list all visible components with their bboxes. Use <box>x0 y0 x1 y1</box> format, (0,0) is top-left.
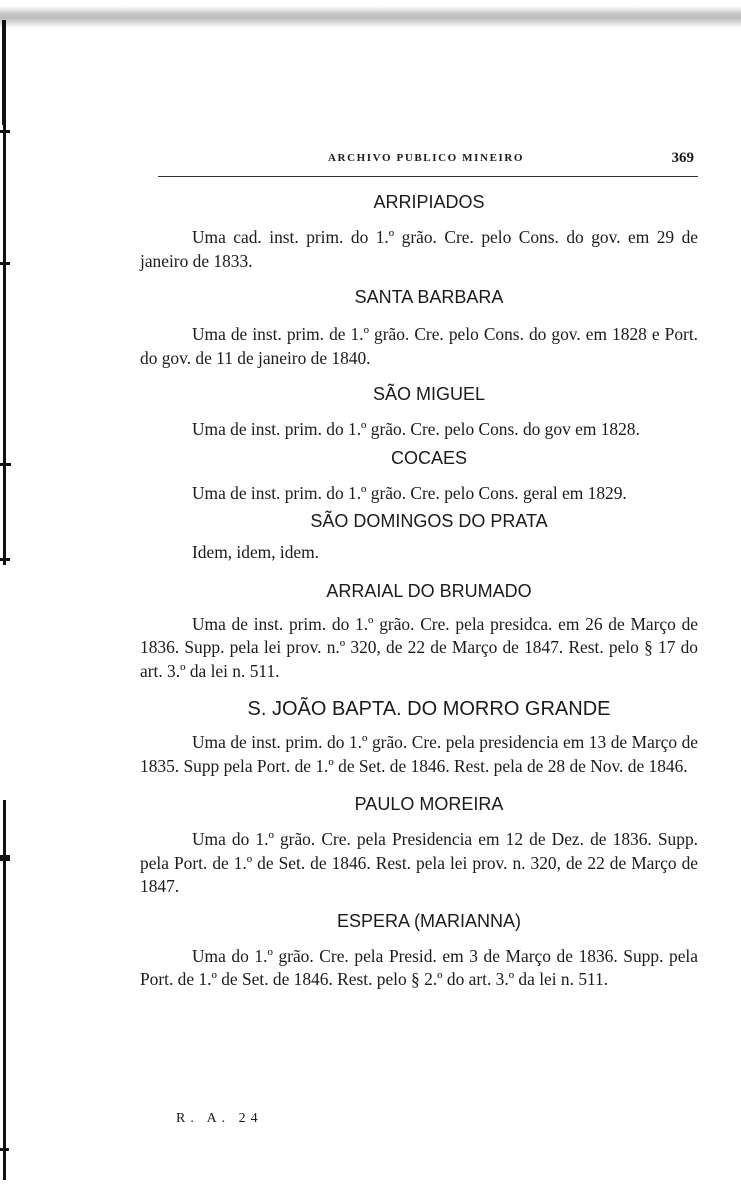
entry-sao-joao-bapta-do-morro-grande <box>140 697 698 778</box>
entry-title: COCAES <box>390 447 468 468</box>
running-title: ARCHIVO PUBLICO MINEIRO <box>328 152 525 164</box>
entry-santa-barbara <box>140 285 698 370</box>
edge-mark <box>0 463 11 466</box>
edge-mark <box>0 1148 9 1151</box>
entry-arripiados <box>140 190 698 273</box>
entry-sao-domingos-do-prata <box>140 509 698 565</box>
entry-title: SÃO MIGUEL <box>372 384 486 404</box>
entry-sao-miguel <box>140 382 698 442</box>
entry-espera-marianna <box>140 909 698 992</box>
entry-text: Uma de inst. prim. do 1.º grão. Cre. pelo Cons. geral em 1829. <box>192 482 627 503</box>
entries <box>140 188 698 992</box>
entry-paulo-moreira <box>140 792 698 899</box>
scan-edge-smear <box>0 6 741 28</box>
signature-mark: R. A. 24 <box>176 1111 263 1126</box>
entry-text: Uma cad. inst. prim. do 1.º grão. Cre. pelo Cons. do gov. em 29 de janeiro de 1833. <box>140 227 698 271</box>
entry-title: ARRAIAL DO BRUMADO <box>326 580 532 601</box>
edge-mark <box>0 130 10 133</box>
header-rule <box>158 176 698 177</box>
entry-cocaes <box>140 446 698 506</box>
entry-title: SANTA BARBARA <box>354 287 504 307</box>
entry-title: S. JOÃO BAPTA. DO MORRO GRANDE <box>247 698 611 720</box>
page-number: 369 <box>671 150 694 166</box>
edge-mark <box>0 558 10 561</box>
scan-left-edge <box>0 0 12 1190</box>
entry-title: PAULO MOREIRA <box>354 794 504 814</box>
edge-mark <box>2 20 6 125</box>
edge-mark <box>3 125 6 565</box>
entry-title: ARRIPIADOS <box>373 192 485 212</box>
entry-title: ESPERA (MARIANNA) <box>336 910 522 931</box>
entry-arraial-do-brumado <box>140 579 698 684</box>
entry-text: Uma do 1.º grão. Cre. pela Presidencia em 12 de Dez. de 1836. Supp. pela Port. de 1.º de Set. de 1846. Rest. pela lei prov. n. 320, de 22 de Março de 1847. <box>140 829 698 896</box>
edge-mark <box>0 855 10 861</box>
entry-text: Uma de inst. prim. do 1.º grão. Cre. pela presidca. em 26 de Março de 1836. Supp. pela lei prov. n.º 320, de 22 de Março de 1847. Rest. pelo § 17 do art. 3.º da lei n. 511. <box>140 613 698 681</box>
edge-mark <box>0 262 10 265</box>
entry-text: Uma de inst. prim. de 1.º grão. Cre. pelo Cons. do gov. em 1828 e Port. do gov. de 11 de janeiro de 1840. <box>140 324 698 368</box>
entry-text: Idem, idem, idem. <box>192 542 320 562</box>
entry-text: Uma do 1.º grão. Cre. pela Presid. em 3 de Março de 1836. Supp. pela Port. de 1.º de Set. de 1846. Rest. pelo § 2.º do art. 3.º da lei n. 511. <box>140 945 698 989</box>
entry-title: SÃO DOMINGOS DO PRATA <box>310 511 548 531</box>
running-header <box>158 150 698 174</box>
entry-text: Uma de inst. prim. do 1.º grão. Cre. pela presidencia em 13 de Março de 1835. Supp pela Port. de 1.º de Set. de 1846. Rest. pela de 28 de Nov. de 1846. <box>140 732 698 776</box>
entry-text: Uma de inst. prim. do 1.º grão. Cre. pelo Cons. do gov em 1828. <box>192 419 640 439</box>
